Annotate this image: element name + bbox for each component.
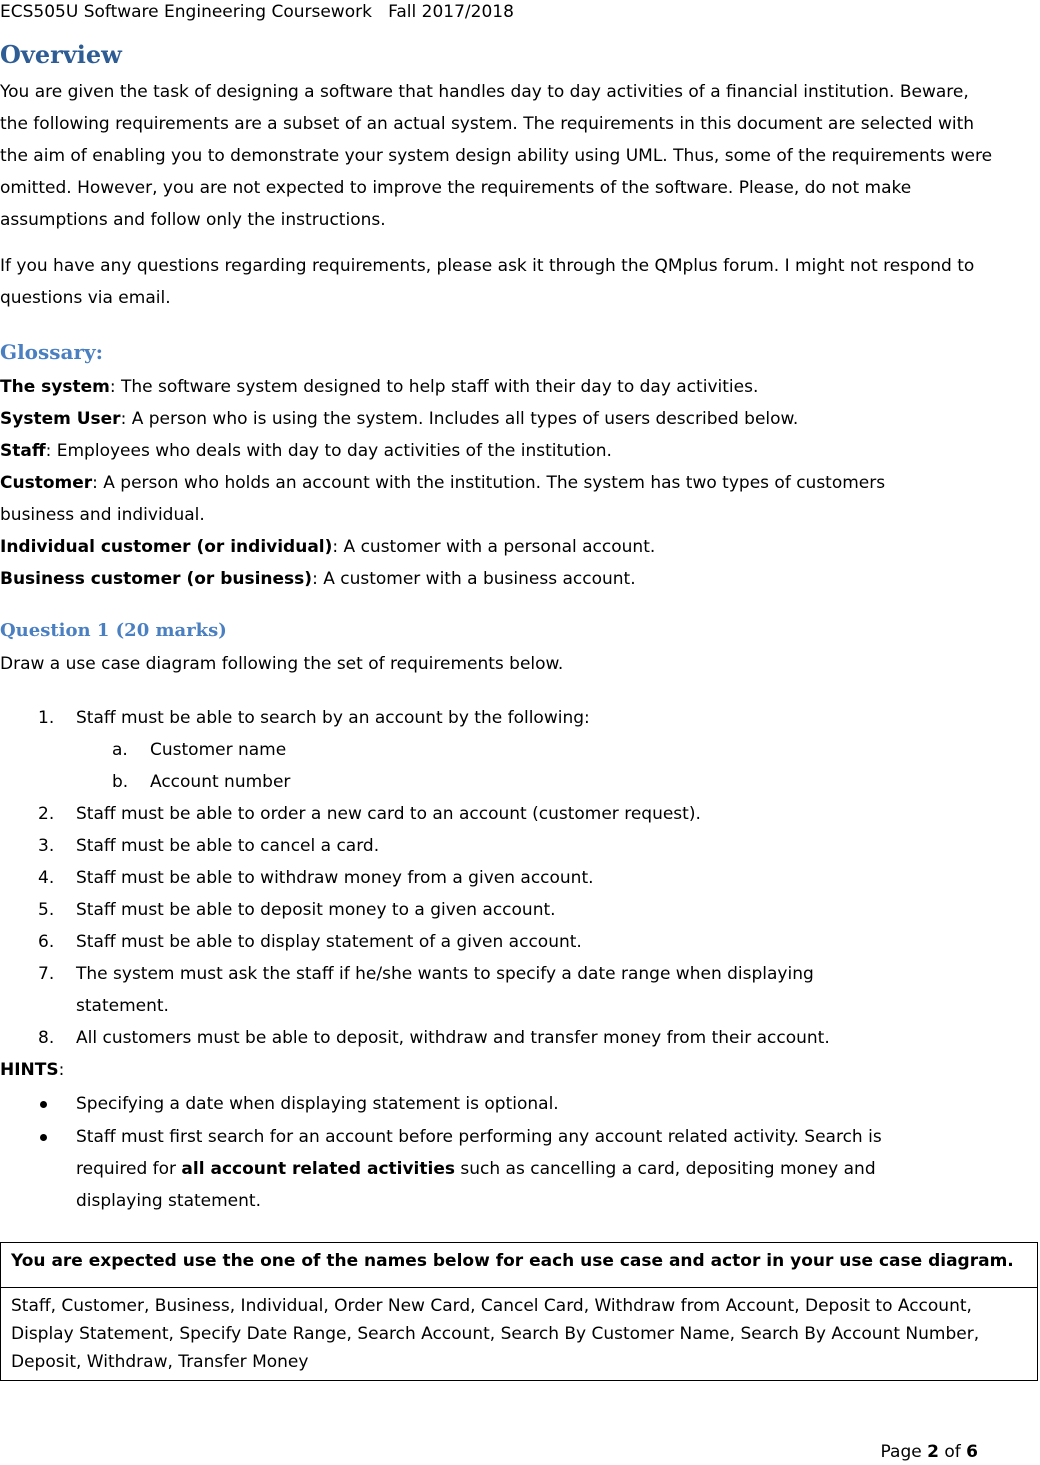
hint-text: Specifying a date when displaying statement is optional. [76,1094,559,1114]
hints-label: HINTS: [0,1060,65,1080]
overview-paragraph-1: You are given the task of designing a software that handles day to day activities of a financial institution. Beware, the following requirements are a subset of an actual system. The requirements in this document are selected with the aim of enabling you to demonstrate your system design ability using UML. Thus, some of the requirements were omitted. However, you are not expected to improve the requirements of the software. Please, do not make assumptions and follow only the instructions. [0,82,993,230]
req-text: Staff must be able to cancel a card. [76,836,380,856]
req-number: 1. [38,708,55,728]
hint-text: Staff must first search for an account before performing any account related activity. Search is [76,1127,882,1147]
req-text: The system must ask the staff if he/she wants to specify a date range when displaying [76,964,814,984]
req-text: Staff must be able to search by an account by the following: [76,708,590,728]
req-text: Staff must be able to withdraw money from a given account. [76,868,594,888]
hint-text: required for all account related activities such as cancelling a card, depositing money and [76,1159,876,1179]
sub-item-text: Customer name [150,740,287,760]
hint-text: displaying statement. [76,1191,261,1211]
req-number: 7. [38,964,55,984]
glossary-entry: business and individual. [0,505,205,525]
req-text-continuation: statement. [76,996,169,1016]
req-text: Staff must be able to display statement of a given account. [76,932,582,952]
overview-heading: Overview [0,40,122,69]
page-header [0,0,514,24]
names-table [0,1242,1038,1381]
glossary-entry: Customer: A person who holds an account with the institution. The system has two types of customers [0,473,886,493]
bullet-icon [40,1134,47,1141]
page-footer: Page 2 of 6 [880,1442,978,1462]
sub-item-text: Account number [150,772,291,792]
sub-item-letter: a. [112,740,128,760]
question1-heading: Question 1 (20 marks) [0,620,227,641]
table-body-cell: Staff, Customer, Business, Individual, Order New Card, Cancel Card, Withdraw from Account, Deposit to Account, Display Statement, Specify Date Range, Search Account, Search By Customer Name, Search By Account Number, Deposit, Withdraw, Transfer Money [1,1288,1038,1381]
table-row [1,1243,1038,1288]
header-course: ECS505U Software Engineering Coursework [0,2,372,22]
bullet-icon [40,1101,47,1108]
req-number: 5. [38,900,55,920]
header-term: Fall 2017/2018 [388,2,514,22]
req-number: 4. [38,868,55,888]
req-text: Staff must be able to deposit money to a given account. [76,900,556,920]
overview-paragraph-2: If you have any questions regarding requirements, please ask it through the QMplus forum. I might not respond to questions via email. [0,256,975,308]
sub-item-letter: b. [112,772,129,792]
req-text: Staff must be able to order a new card to an account (customer request). [76,804,701,824]
table-header-cell: You are expected use the one of the names below for each use case and actor in your use case diagram. [1,1243,1038,1288]
question1-intro: Draw a use case diagram following the set of requirements below. [0,654,564,674]
glossary-heading: Glossary: [0,340,104,364]
req-number: 2. [38,804,55,824]
req-number: 3. [38,836,55,856]
glossary-entry: Business customer (or business): A customer with a business account. [0,569,636,589]
glossary-entry: Individual customer (or individual): A customer with a personal account. [0,537,656,557]
glossary-entry: Staff: Employees who deals with day to day activities of the institution. [0,441,612,461]
glossary-entry: The system: The software system designed to help staff with their day to day activities. [0,377,759,397]
req-text: All customers must be able to deposit, withdraw and transfer money from their account. [76,1028,830,1048]
glossary-entry: System User: A person who is using the system. Includes all types of users described below. [0,409,799,429]
req-number: 8. [38,1028,55,1048]
table-row [1,1288,1038,1381]
req-number: 6. [38,932,55,952]
